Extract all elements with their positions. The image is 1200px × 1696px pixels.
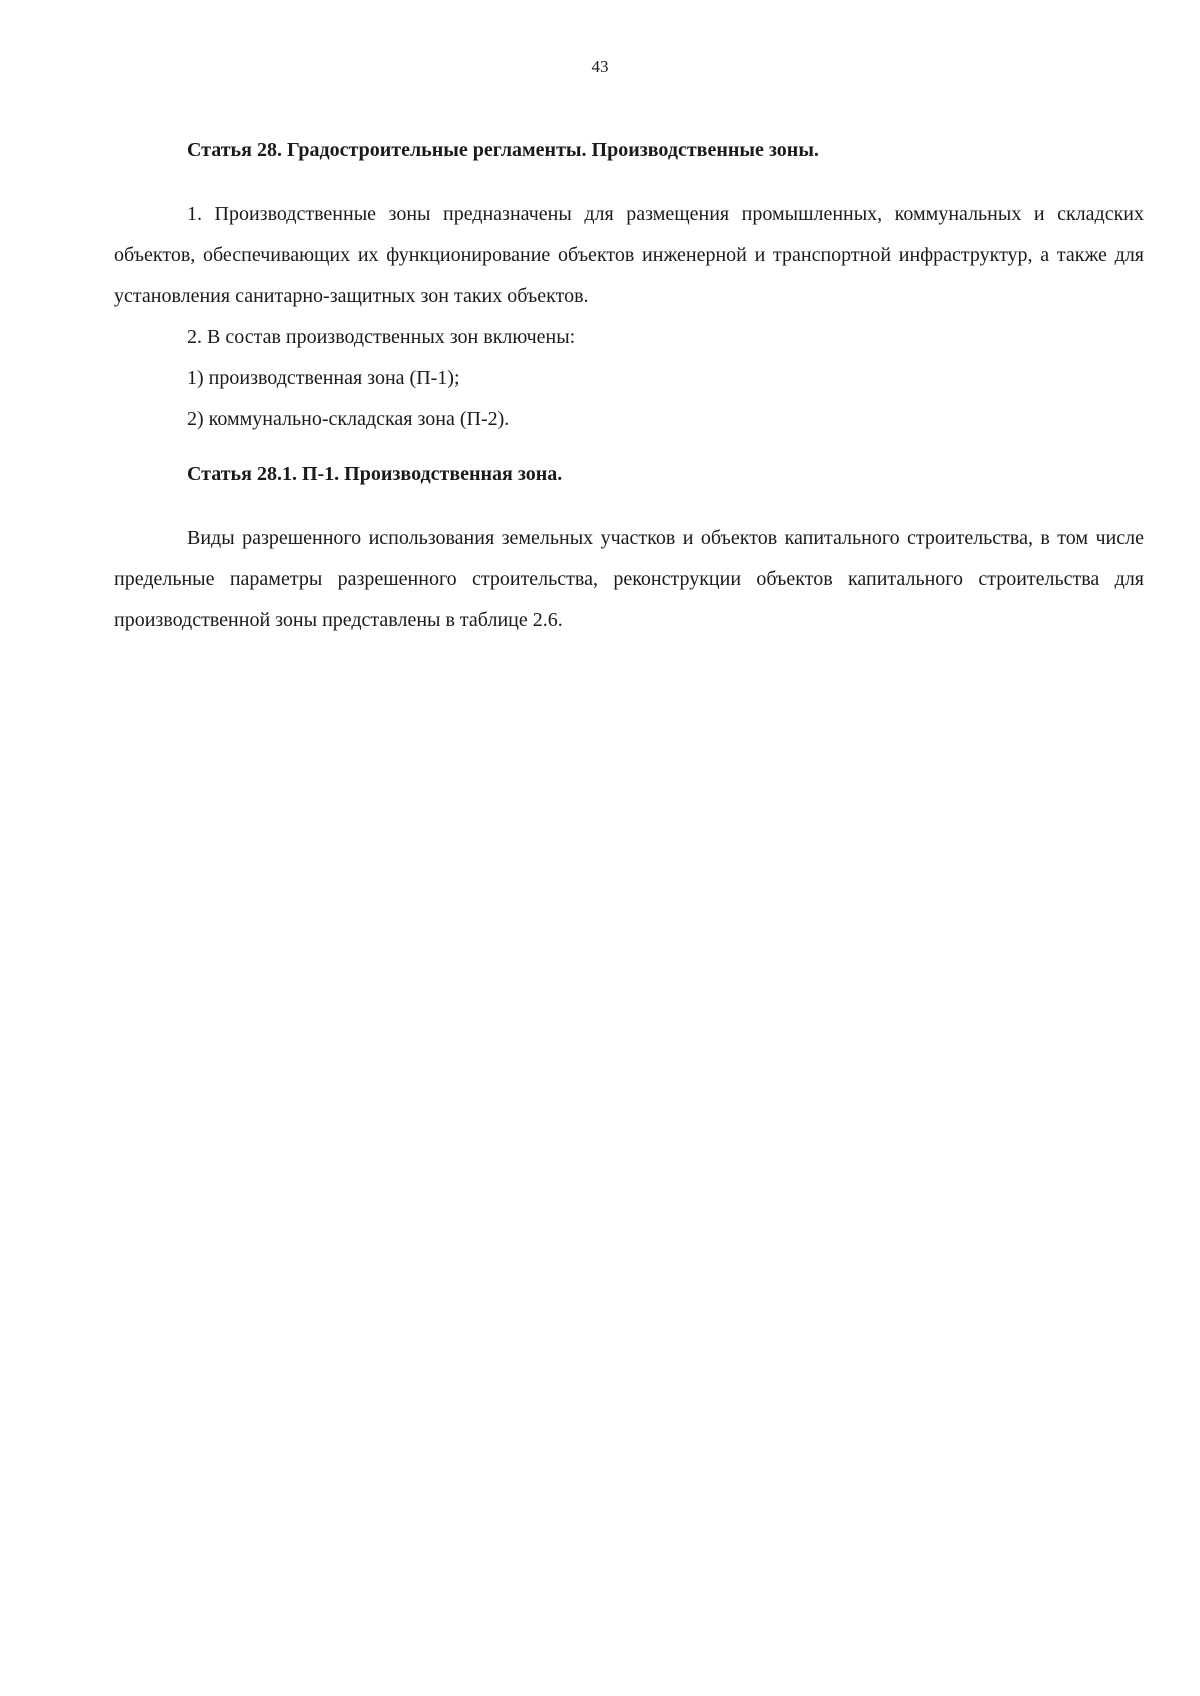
list-item-p1: 1) производственная зона (П-1); bbox=[187, 367, 460, 389]
page-content bbox=[114, 138, 1144, 641]
spacer bbox=[114, 440, 1144, 462]
spacer bbox=[114, 486, 1144, 518]
list-item-p2: 2) коммунально-складская зона (П-2). bbox=[187, 408, 510, 430]
spacer bbox=[114, 162, 1144, 194]
page-number: 43 bbox=[591, 57, 609, 76]
article-28-paragraph-1: 1. Производственные зоны предназначены для размещения промышленных, коммунальных и складских объектов, обеспечивающих их функционирование объектов инженерной и транспортной инфраструктур, а также для установления санитарно-защитных зон таких объектов. bbox=[114, 203, 1144, 307]
article-28-1-paragraph-1: Виды разрешенного использования земельных участков и объектов капитального строительства, в том числе предельные параметры разрешенного строительства, реконструкции объектов капитального строительства для производственной зоны представлены в таблице 2.6. bbox=[114, 527, 1144, 631]
article-28-1-heading: Статья 28.1. П-1. Производственная зона. bbox=[187, 463, 563, 485]
article-28-heading: Статья 28. Градостроительные регламенты. Производственные зоны. bbox=[187, 139, 819, 161]
article-28-paragraph-2: 2. В состав производственных зон включены: bbox=[187, 326, 576, 348]
